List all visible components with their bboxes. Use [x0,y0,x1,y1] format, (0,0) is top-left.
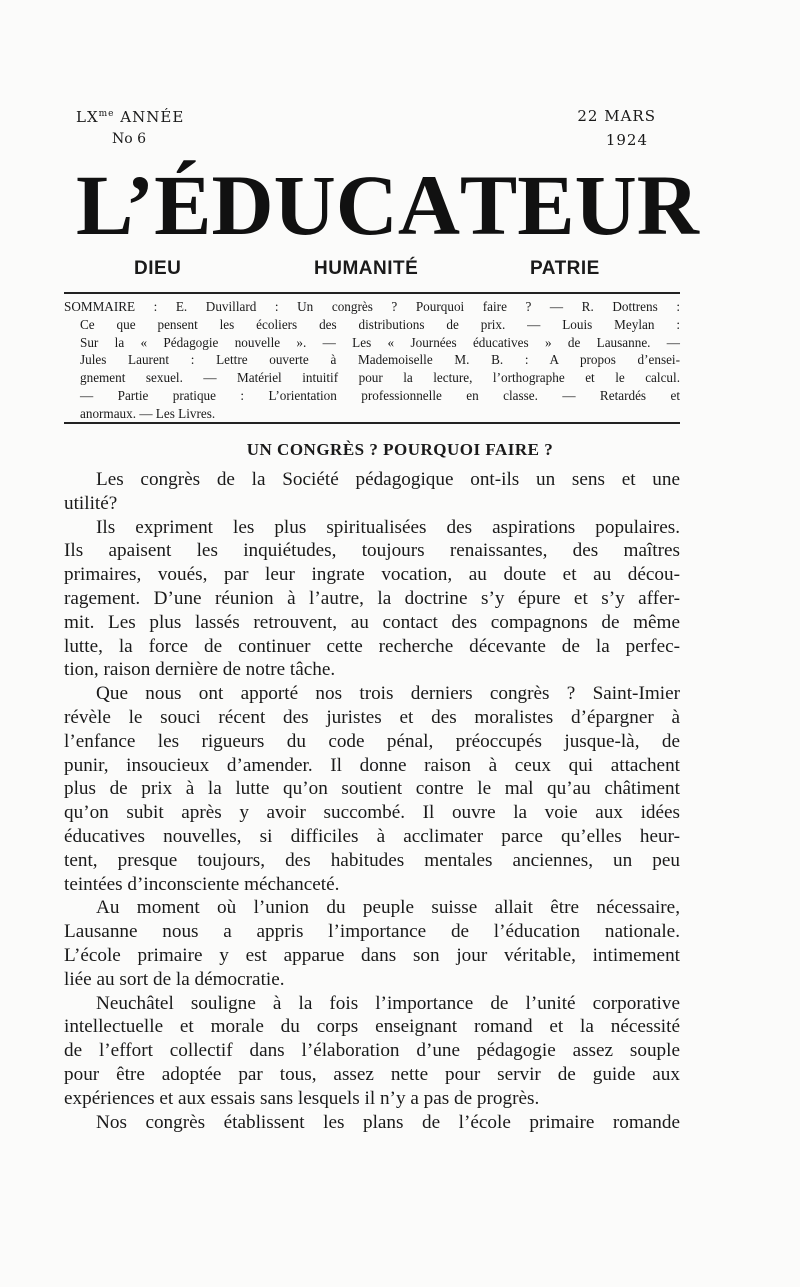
toc-line: Jules Laurent : Lettre ouverte à Mademoiselle M. B. : A propos d’ensei- [80,352,680,368]
body-line: punir, insoucieux d’amender. Il donne raison à ceux qui attachent [64,754,680,776]
volume-year [76,108,184,126]
toc-line: gnement sexuel. — Matériel intuitif pour la lecture, l’orthographe et le calcul. [80,370,680,386]
issue-number: No 6 [112,131,147,147]
table-of-contents [64,298,680,423]
masthead-letter: U [273,157,336,253]
body-line: utilité? [64,492,118,514]
masthead-letter: R [636,157,699,253]
body-line: plus de prix à la lutte qu’on soutient contre le mal qu’au châtiment [64,778,680,800]
masthead-letter: C [335,157,398,253]
masthead-letter: E [517,157,575,253]
masthead-letter: L’ [76,157,155,253]
masthead-letter: U [574,157,637,253]
divider-top [64,292,680,294]
body-line: de l’effort collectif dans l’élaboration d’une pédagogie assez souple [64,1040,680,1062]
body-line: L’école primaire y est apparue dans son jour véritable, intimement [64,944,680,966]
body-line: Lausanne nous a appris l’importance de l’éducation nationale. [64,921,680,943]
body-line: Au moment où l’union du peuple suisse allait être nécessaire, [96,897,680,919]
body-line: Ils apaisent les inquiétudes, toujours renaissantes, des maîtres [64,540,680,562]
toc-line: Sur la « Pédagogie nouvelle ». — Les « Journées éducatives » de Lausanne. — [80,334,680,350]
body-line: expériences et aux essais sans lesquels il n’y a pas de progrès. [64,1087,540,1109]
divider-bottom [64,422,680,424]
body-line: primaires, voués, par leur ingrate vocation, au doute et au décou- [64,564,680,586]
body-line: Les congrès de la Société pédagogique ont-ils un sens et une [96,469,680,490]
body-line: lutte, la force de continuer cette recherche décevante de la perfec- [64,635,680,657]
toc-line: SOMMAIRE : E. Duvillard : Un congrès ? Pourquoi faire ? — R. Dottrens : [64,299,680,314]
body-line: teintées d’inconsciente méchanceté. [64,873,340,895]
masthead-letter: T [459,157,518,253]
body-line: éducatives nouvelles, si difficiles à acclimater parce qu’elles heur- [64,825,680,847]
body-line: ragement. D’une réunion à l’autre, la doctrine s’y épure et s’y affer- [64,587,680,609]
toc-line: — Partie pratique : L’orientation professionnelle en classe. — Retardés et [80,387,680,403]
motto-humanite: HUMANITÉ [314,258,419,279]
body-line: liée au sort de la démocratie. [64,968,285,990]
issue-year: 1924 [605,131,648,149]
toc-line: anormaux. — Les Livres. [80,405,216,421]
body-line: qu’on subit après y avoir succombé. Il ouvre la voie aux idées [64,802,680,824]
motto-dieu: DIEU [134,258,182,279]
body-line: tion, raison dernière de notre tâche. [64,659,336,681]
masthead-letter: D [211,157,274,253]
body-line: tent, presque toujours, des habitudes mentales anciennes, un peu [64,849,680,871]
body-line: l’enfance les rigueurs du code pénal, préoccupés jusque-là, de [64,730,680,752]
masthead-letter: A [397,157,460,253]
body-line: révèle le souci récent des juristes et des moralistes d’épargner à [64,706,680,728]
volume-roman: LX [76,108,99,126]
volume-word: ANNÉE [114,108,185,126]
volume-suffix: me [98,109,115,119]
masthead-letter: É [154,157,212,253]
article-body [64,468,680,1134]
toc-line: Ce que pensent les écoliers des distributions de prix. — Louis Meylan : [80,316,680,332]
article-title: UN CONGRÈS ? POURQUOI FAIRE ? [246,440,554,459]
body-line: intellectuelle et morale du corps enseignant romand et la nécessité [64,1016,680,1038]
body-line: Nos congrès établissent les plans de l’école primaire romande [96,1111,680,1133]
issue-date: 22 MARS [577,107,656,125]
masthead-title [76,157,699,253]
body-line: mit. Les plus lassés retrouvent, au contact des compagnons de même [64,611,680,633]
motto-patrie: PATRIE [530,258,600,279]
body-line: Ils expriment les plus spiritualisées des aspirations populaires. [96,516,680,538]
body-line: pour être adoptée par tous, assez nette pour servir de guide aux [64,1063,680,1085]
body-line: Que nous ont apporté nos trois derniers congrès ? Saint-Imier [96,683,680,705]
body-line: Neuchâtel souligne à la fois l’importance de l’unité corporative [96,992,680,1014]
